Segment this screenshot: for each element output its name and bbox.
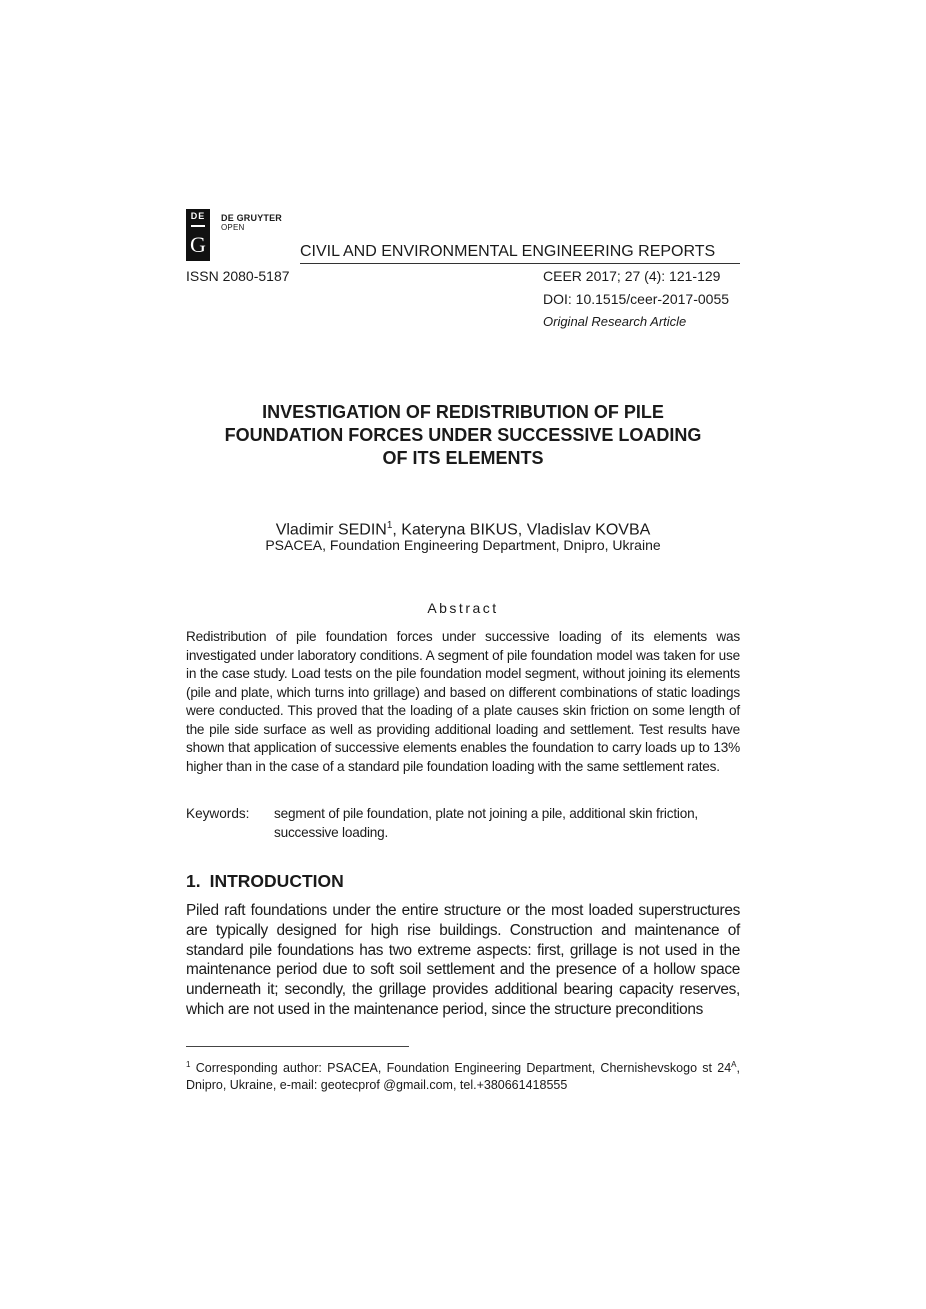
logo-g-text: G (190, 232, 206, 257)
title-line: INVESTIGATION OF REDISTRIBUTION OF PILE (262, 402, 664, 422)
affiliation: PSACEA, Foundation Engineering Department, Dnipro, Ukraine (265, 537, 661, 553)
footnote-divider (186, 1046, 409, 1047)
abstract-heading: Abstract (427, 600, 499, 616)
keywords-text: segment of pile foundation, plate not joining a pile, additional skin friction, successive loading. (274, 806, 699, 840)
abstract-text: Redistribution of pile foundation forces under successive loading of its elements was investigated under laboratory conditions. A segment of pile foundation model was taken for use in the case study. Load tests on the pile foundation model segment, without joining its elements (pile and plate, which turns into grillage) and based on different combinations of static loadings were conducted. This proved that the loading of a plate causes skin friction on some length of the pile side surface as well as providing additional loading and settlement. Test results have shown that application of successive elements enables the foundation to carry loads up to 13% higher than in the case of a standard pile foundation loading with the same settlement rates. (186, 629, 740, 774)
publisher-name (221, 213, 282, 233)
title-line: OF ITS ELEMENTS (382, 448, 544, 468)
section-heading (186, 871, 344, 892)
first-author: Vladimir SEDIN (275, 521, 387, 539)
publisher-title: DE GRUYTER (221, 213, 283, 223)
footnote (186, 1056, 740, 1094)
logo-de-text: DE (190, 211, 206, 221)
publisher-subtitle: OPEN (221, 223, 245, 232)
paper-title (186, 401, 740, 470)
other-authors: , Kateryna BIKUS, Vladislav KOVBA (392, 521, 651, 539)
introduction-text: Piled raft foundations under the entire structure or the most loaded superstructures are typically designed for high rise buildings. Construction and maintenance of standard pile foundations has two extreme aspects: first, grillage is not used in the maintenance period due to soft soil settlement and the presence of a hollow space underneath it; secondly, the grillage provides additional bearing capacity reserves, which are not used in the maintenance period, since the structure preconditions (186, 902, 740, 1018)
title-line: FOUNDATION FORCES UNDER SUCCESSIVE LOADING (224, 425, 702, 445)
issn: ISSN 2080-5187 (186, 268, 290, 284)
address-superscript: A (731, 1060, 737, 1069)
keywords-label: Keywords: (186, 806, 250, 821)
footnote-number: 1 (186, 1060, 191, 1069)
citation: CEER 2017; 27 (4): 121-129 (543, 268, 721, 284)
logo-divider (191, 225, 205, 227)
publisher-logo (186, 209, 210, 261)
journal-name: CIVIL AND ENVIRONMENTAL ENGINEERING REPORTS (300, 242, 740, 264)
footnote-mark: 1 (386, 520, 393, 531)
footnote-text-end: , Dnipro, Ukraine, e-mail: geotecprof @gmail.com, tel.+380661418555 (186, 1061, 740, 1093)
section-title: INTRODUCTION (209, 871, 344, 891)
article-type: Original Research Article (543, 314, 687, 329)
section-number: 1. (186, 871, 201, 891)
footnote-text-start: Corresponding author: PSACEA, Foundation Engineering Department, Chernishevskogo st 24 (190, 1061, 732, 1076)
doi: DOI: 10.1515/ceer-2017-0055 (543, 291, 730, 307)
